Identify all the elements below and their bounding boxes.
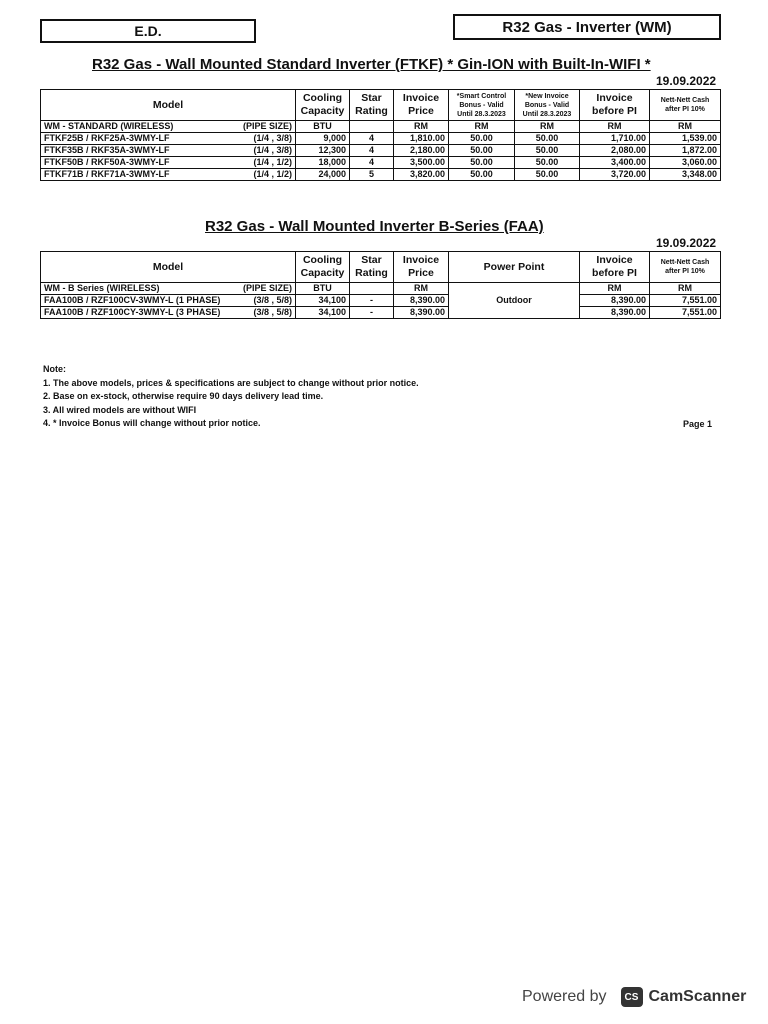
table-row: FTKF71B / RKF71A-3WMY-LF (1/4 , 1/2) 24,000 5 3,820.00 50.00 50.00 3,720.00 3,348.00: [41, 169, 721, 181]
camscanner-watermark: [522, 980, 758, 1014]
table1-header-row: [41, 90, 721, 121]
table2-date: 19.09.2022: [656, 236, 717, 250]
note-item: 1. The above models, prices & specifications are subject to change without prior notice.: [43, 377, 419, 388]
table2-units-row: WM - B Series (WIRELESS) (PIPE SIZE) BTU RM Outdoor RM RM: [41, 283, 721, 295]
col-power-point: Power Point: [449, 252, 580, 283]
camscanner-brand: CamScanner: [648, 988, 747, 1005]
col-before-pi: Invoice before PI: [580, 252, 650, 283]
col-invoice: Invoice Price: [394, 252, 449, 283]
col-smart-bonus: *Smart Control Bonus - Valid Until 28.3.2023: [449, 90, 515, 121]
col-star: Star Rating: [350, 90, 394, 121]
col-nett: Nett-Nett Cash after PI 10%: [650, 252, 721, 283]
doc-category: R32 Gas - Inverter (WM): [502, 18, 672, 36]
table-row: FTKF35B / RKF35A-3WMY-LF (1/4 , 3/8) 12,300 4 2,180.00 50.00 50.00 2,080.00 1,872.00: [41, 145, 721, 157]
col-model: Model: [41, 252, 296, 283]
table-row: FTKF50B / RKF50A-3WMY-LF (1/4 , 1/2) 18,000 4 3,500.00 50.00 50.00 3,400.00 3,060.00: [41, 157, 721, 169]
note-item: 2. Base on ex-stock, otherwise require 90 days delivery lead time.: [43, 391, 324, 401]
note-item: 4. * Invoice Bonus will change without prior notice.: [43, 418, 261, 428]
col-before-pi: Invoice before PI: [580, 90, 650, 121]
notes-heading: Note:: [43, 364, 66, 374]
ed-label-box: [40, 19, 256, 43]
table2-header-row: [41, 252, 721, 283]
table-row: FTKF25B / RKF25A-3WMY-LF (1/4 , 3/8) 9,000 4 1,810.00 50.00 50.00 1,710.00 1,539.00: [41, 133, 721, 145]
table1: [40, 89, 721, 181]
col-cooling: Cooling Capacity: [296, 252, 350, 283]
col-star: Star Rating: [350, 252, 394, 283]
table2-title: R32 Gas - Wall Mounted Inverter B-Series (FAA): [205, 218, 544, 235]
notes-section: [43, 363, 419, 431]
table2: [40, 251, 721, 319]
camscanner-logo-icon: CS: [621, 987, 643, 1007]
col-cooling: Cooling Capacity: [296, 90, 350, 121]
table-row: FAA100B / RZF100CY-3WMY-L (3 PHASE) (3/8 , 5/8) 34,100 - 8,390.00 8,390.00 7,551.00: [41, 307, 721, 319]
table1-units-row: WM - STANDARD (WIRELESS) (PIPE SIZE) BTU RM RM RM RM RM: [41, 121, 721, 133]
col-model: Model: [41, 90, 296, 121]
table-row: FAA100B / RZF100CV-3WMY-L (1 PHASE) (3/8 , 5/8) 34,100 - 8,390.00 8,390.00 7,551.00: [41, 295, 721, 307]
power-point-value: Outdoor: [449, 283, 580, 319]
table1-date: 19.09.2022: [656, 74, 717, 88]
col-nett: Nett-Nett Cash after PI 10%: [650, 90, 721, 121]
page-number: Page 1: [683, 419, 713, 429]
table1-title: R32 Gas - Wall Mounted Standard Inverter (FTKF) * Gin-ION with Built-In-WIFI *: [92, 56, 651, 73]
col-invoice: Invoice Price: [394, 90, 449, 121]
note-item: 3. All wired models are without WIFI: [43, 404, 197, 415]
ed-label: E.D.: [134, 23, 162, 39]
doc-category-box: [453, 14, 721, 40]
powered-by-text: Powered by: [522, 988, 607, 1005]
col-new-invoice-bonus: *New Invoice Bonus - Valid Until 28.3.2023: [515, 90, 580, 121]
